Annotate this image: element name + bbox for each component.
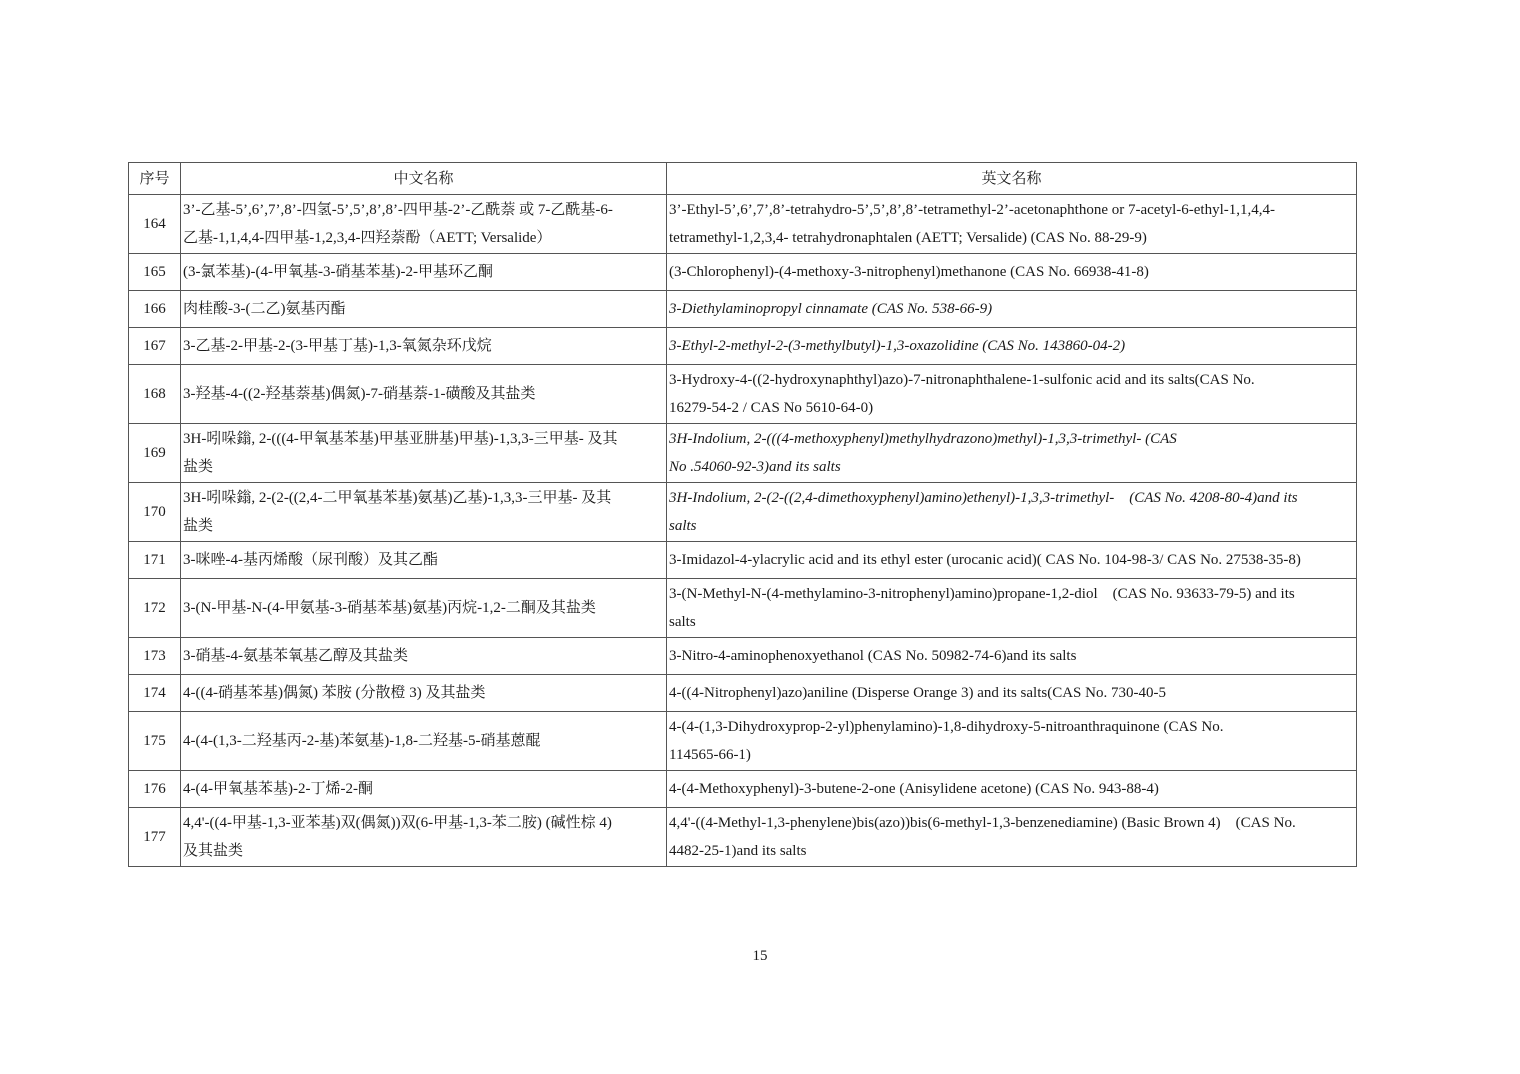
row-number: 175 [129,712,181,771]
chinese-name-cell [181,291,667,328]
english-name-cell [667,712,1357,771]
table-row [129,365,1357,424]
english-name-line: 3-Hydroxy-4-((2-hydroxynaphthyl)azo)-7-nitronaphthalene-1-sulfonic acid and its salts(CAS No. [669,372,1255,388]
english-name-line: (3-Chlorophenyl)-(4-methoxy-3-nitrophenyl)methanone (CAS No. 66938-41-8) [669,264,1149,280]
row-number: 173 [129,638,181,675]
chinese-name-cell [181,675,667,712]
row-number: 170 [129,483,181,542]
chinese-name-cell [181,483,667,542]
english-name-line: 3’-Ethyl-5’,6’,7’,8’-tetrahydro-5’,5’,8’,8’-tetramethyl-2’-acetonaphthone or 7-acetyl-6-ethyl-1,1,4,4- [669,202,1276,218]
chinese-name-line: 3-(N-甲基-N-(4-甲氨基-3-硝基苯基)氨基)丙烷-1,2-二酮及其盐类 [183,600,596,616]
english-name-cell [667,254,1357,291]
english-name-line: 114565-66-1) [669,747,751,763]
row-number: 164 [129,195,181,254]
table-row [129,483,1357,542]
chinese-name-cell [181,254,667,291]
english-name-line: 4,4'-((4-Methyl-1,3-phenylene)bis(azo))bis(6-methyl-1,3-benzenediamine) (Basic Brown 4) (CAS No. [669,815,1296,831]
table-row [129,542,1357,579]
english-name-line: 3-Ethyl-2-methyl-2-(3-methylbutyl)-1,3-oxazolidine (CAS No. 143860-04-2) [669,338,1126,354]
english-name-line: salts [669,614,696,630]
english-name-line: 4-(4-(1,3-Dihydroxyprop-2-yl)phenylamino)-1,8-dihydroxy-5-nitroanthraquinone (CAS No. [669,719,1224,735]
english-name-line: No .54060-92-3)and its salts [669,459,841,475]
table-row [129,579,1357,638]
chinese-name-line: 4-((4-硝基苯基)偶氮) 苯胺 (分散橙 3) 及其盐类 [183,685,486,701]
table-body [129,195,1357,867]
table-row [129,254,1357,291]
english-name-line: 3-Diethylaminopropyl cinnamate (CAS No. 538-66-9) [669,301,993,317]
row-number: 177 [129,808,181,867]
table-row [129,771,1357,808]
english-name-line: 16279-54-2 / CAS No 5610-64-0) [669,400,874,416]
chinese-name-cell [181,771,667,808]
table-row [129,808,1357,867]
chinese-name-cell [181,365,667,424]
row-number: 169 [129,424,181,483]
english-name-cell [667,771,1357,808]
chinese-name-line: 及其盐类 [183,843,244,859]
table-row [129,424,1357,483]
header-english-name: 英文名称 [667,163,1357,195]
row-number: 176 [129,771,181,808]
row-number: 166 [129,291,181,328]
chinese-name-line: 盐类 [183,518,214,534]
chinese-name-line: 3’-乙基-5’,6’,7’,8’-四氢-5’,5’,8’,8’-四甲基-2’-乙酰萘 或 7-乙酰基-6- [183,202,613,218]
chinese-name-line: 3-硝基-4-氨基苯氧基乙醇及其盐类 [183,648,408,664]
english-name-cell [667,579,1357,638]
chinese-name-cell [181,712,667,771]
chinese-name-line: 3H-吲哚鎓, 2-(((4-甲氧基苯基)甲基亚肼基)甲基)-1,3,3-三甲基- 及其 [183,431,618,447]
chinese-name-cell [181,542,667,579]
chinese-name-line: 盐类 [183,459,214,475]
table-row [129,291,1357,328]
row-number: 172 [129,579,181,638]
table-row [129,638,1357,675]
chinese-name-cell [181,808,667,867]
table-row [129,675,1357,712]
chinese-name-line: 4-(4-甲氧基苯基)-2-丁烯-2-酮 [183,781,373,797]
english-name-line: 3-(N-Methyl-N-(4-methylamino-3-nitrophenyl)amino)propane-1,2-diol (CAS No. 93633-79-5) and its [669,586,1295,602]
chinese-name-line: 3-咪唑-4-基丙烯酸（尿刊酸）及其乙酯 [183,552,438,568]
table-row [129,195,1357,254]
header-number: 序号 [129,163,181,195]
row-number: 168 [129,365,181,424]
english-name-line: tetramethyl-1,2,3,4- tetrahydronaphtalen (AETT; Versalide) (CAS No. 88-29-9) [669,230,1147,246]
table-row [129,712,1357,771]
chinese-name-line: 3-乙基-2-甲基-2-(3-甲基丁基)-1,3-氧氮杂环戊烷 [183,338,492,354]
chinese-name-line: 3-羟基-4-((2-羟基萘基)偶氮)-7-硝基萘-1-磺酸及其盐类 [183,386,536,402]
english-name-cell [667,365,1357,424]
header-chinese-name: 中文名称 [181,163,667,195]
table-row [129,328,1357,365]
chinese-name-cell [181,638,667,675]
chinese-name-line: (3-氯苯基)-(4-甲氧基-3-硝基苯基)-2-甲基环乙酮 [183,264,493,280]
english-name-line: 3H-Indolium, 2-(2-((2,4-dimethoxyphenyl)amino)ethenyl)-1,3,3-trimethyl- (CAS No. 4208-80-4)and its [669,490,1298,506]
english-name-cell [667,424,1357,483]
page-number: 15 [752,948,768,964]
english-name-cell [667,483,1357,542]
english-name-line: salts [669,518,697,534]
english-name-line: 4-((4-Nitrophenyl)azo)aniline (Disperse Orange 3) and its salts(CAS No. 730-40-5 [669,685,1166,701]
chinese-name-cell [181,328,667,365]
row-number: 174 [129,675,181,712]
chinese-name-cell [181,579,667,638]
english-name-line: 3H-Indolium, 2-(((4-methoxyphenyl)methylhydrazono)methyl)-1,3,3-trimethyl- (CAS [669,431,1177,447]
row-number: 165 [129,254,181,291]
english-name-cell [667,195,1357,254]
chinese-name-cell [181,424,667,483]
chemical-table [128,162,1357,867]
english-name-cell [667,542,1357,579]
chinese-name-line: 肉桂酸-3-(二乙)氨基丙酯 [183,301,346,317]
english-name-cell [667,675,1357,712]
english-name-cell [667,291,1357,328]
row-number: 171 [129,542,181,579]
table-header-row [129,163,1357,195]
chinese-name-line: 乙基-1,1,4,4-四甲基-1,2,3,4-四羟萘酚（AETT; Versalide） [183,230,552,246]
chinese-name-line: 3H-吲哚鎓, 2-(2-((2,4-二甲氧基苯基)氨基)乙基)-1,3,3-三甲基- 及其 [183,490,612,506]
chinese-name-line: 4-(4-(1,3-二羟基丙-2-基)苯氨基)-1,8-二羟基-5-硝基蒽醌 [183,733,541,749]
english-name-line: 4482-25-1)and its salts [669,843,807,859]
english-name-cell [667,808,1357,867]
english-name-cell [667,638,1357,675]
english-name-line: 4-(4-Methoxyphenyl)-3-butene-2-one (Anisylidene acetone) (CAS No. 943-88-4) [669,781,1159,797]
row-number: 167 [129,328,181,365]
chinese-name-cell [181,195,667,254]
chinese-name-line: 4,4'-((4-甲基-1,3-亚苯基)双(偶氮))双(6-甲基-1,3-苯二胺) (碱性棕 4) [183,815,612,831]
english-name-line: 3-Nitro-4-aminophenoxyethanol (CAS No. 50982-74-6)and its salts [669,648,1077,664]
english-name-line: 3-Imidazol-4-ylacrylic acid and its ethyl ester (urocanic acid)( CAS No. 104-98-3/ CAS No. 27538-35-8) [669,552,1301,568]
english-name-cell [667,328,1357,365]
